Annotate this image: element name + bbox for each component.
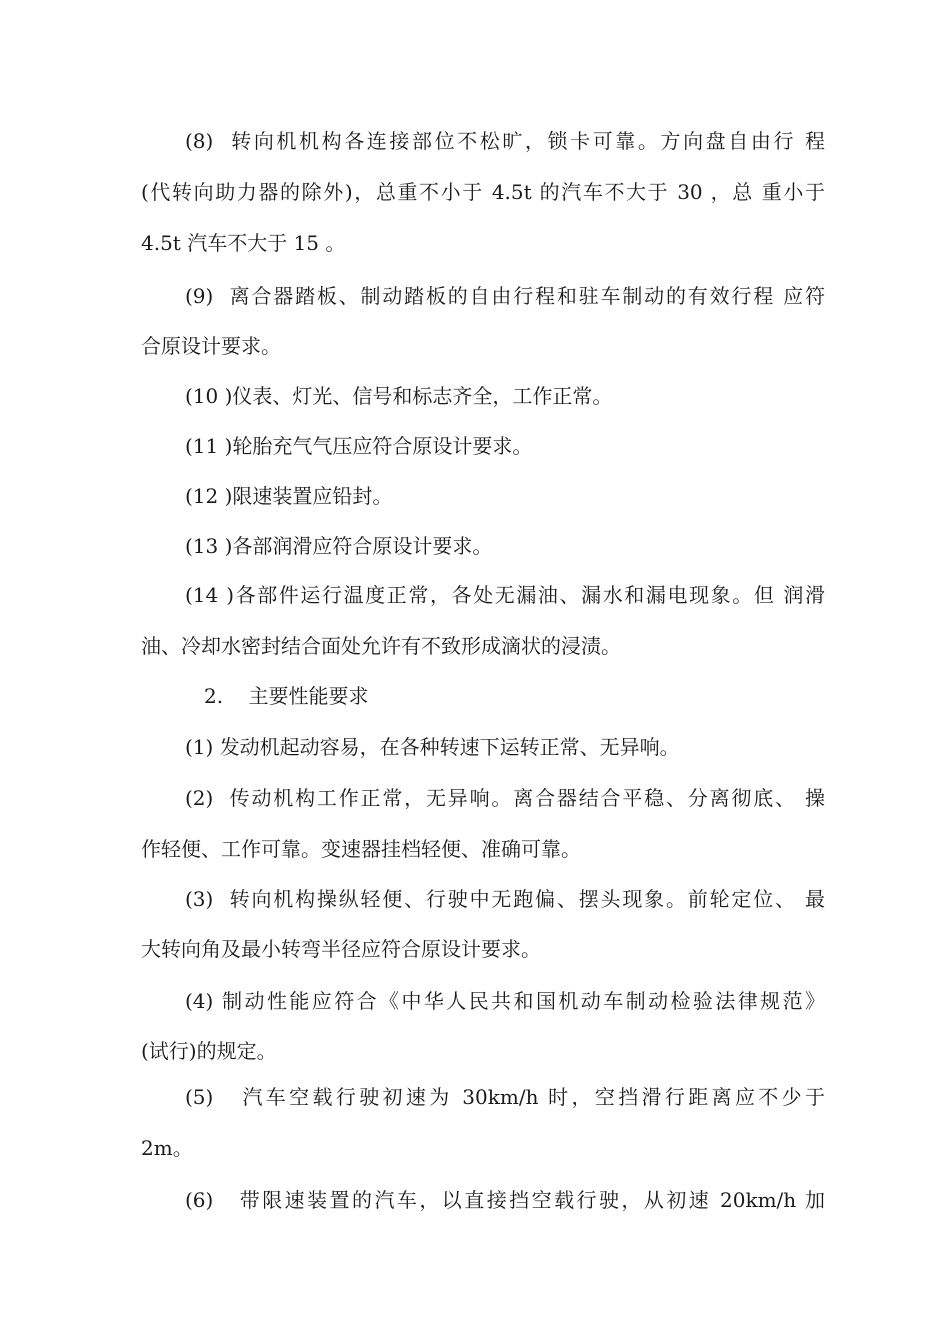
text-line: (10 )仪表、灯光、信号和标志齐全，工作正常。 xyxy=(185,384,613,408)
text-line: (14 )各部件运行温度正常，各处无漏油、漏水和漏电现象。但 润滑 xyxy=(185,583,825,607)
text-line: (4) 制动性能应符合《中华人民共和国机动车制动检验法律规范》 xyxy=(185,989,825,1013)
text-line: (1) 发动机起动容易，在各种转速下运转正常、无异响。 xyxy=(185,735,680,759)
text-line: (6) 带限速装置的汽车，以直接挡空载行驶，从初速 20km/h 加 xyxy=(185,1188,825,1212)
section-heading: 2. 主要性能要求 xyxy=(204,684,369,708)
text-line: (5) 汽车空载行驶初速为 30km/h 时，空挡滑行距离应不少于 xyxy=(185,1085,825,1109)
text-line: 4.5t 汽车不大于 15 。 xyxy=(141,231,346,255)
text-line: (13 )各部润滑应符合原设计要求。 xyxy=(185,534,493,558)
text-line: (9) 离合器踏板、制动踏板的自由行程和驻车制动的有效行程 应符 xyxy=(185,284,825,308)
text-line: (8) 转向机机构各连接部位不松旷，锁卡可靠。方向盘自由行 程 xyxy=(185,129,825,153)
text-line: (试行)的规定。 xyxy=(141,1039,277,1063)
text-line: 作轻便、工作可靠。变速器挂档轻便、准确可靠。 xyxy=(141,837,581,861)
text-line: 油、冷却水密封结合面处允许有不致形成滴状的浸渍。 xyxy=(141,634,621,658)
text-line: (代转向助力器的除外)，总重不小于 4.5t 的汽车不大于 30 ，总 重小于 xyxy=(141,180,825,204)
text-line: (2) 传动机构工作正常，无异响。离合器结合平稳、分离彻底、 操 xyxy=(185,786,825,810)
text-line: (11 )轮胎充气气压应符合原设计要求。 xyxy=(185,434,533,458)
text-line: 合原设计要求。 xyxy=(141,334,281,358)
text-line: 大转向角及最小转弯半径应符合原设计要求。 xyxy=(141,937,541,961)
text-line: (12 )限速装置应铅封。 xyxy=(185,484,393,508)
text-line: (3) 转向机构操纵轻便、行驶中无跑偏、摆头现象。前轮定位、 最 xyxy=(185,887,825,911)
text-line: 2m。 xyxy=(141,1136,193,1160)
